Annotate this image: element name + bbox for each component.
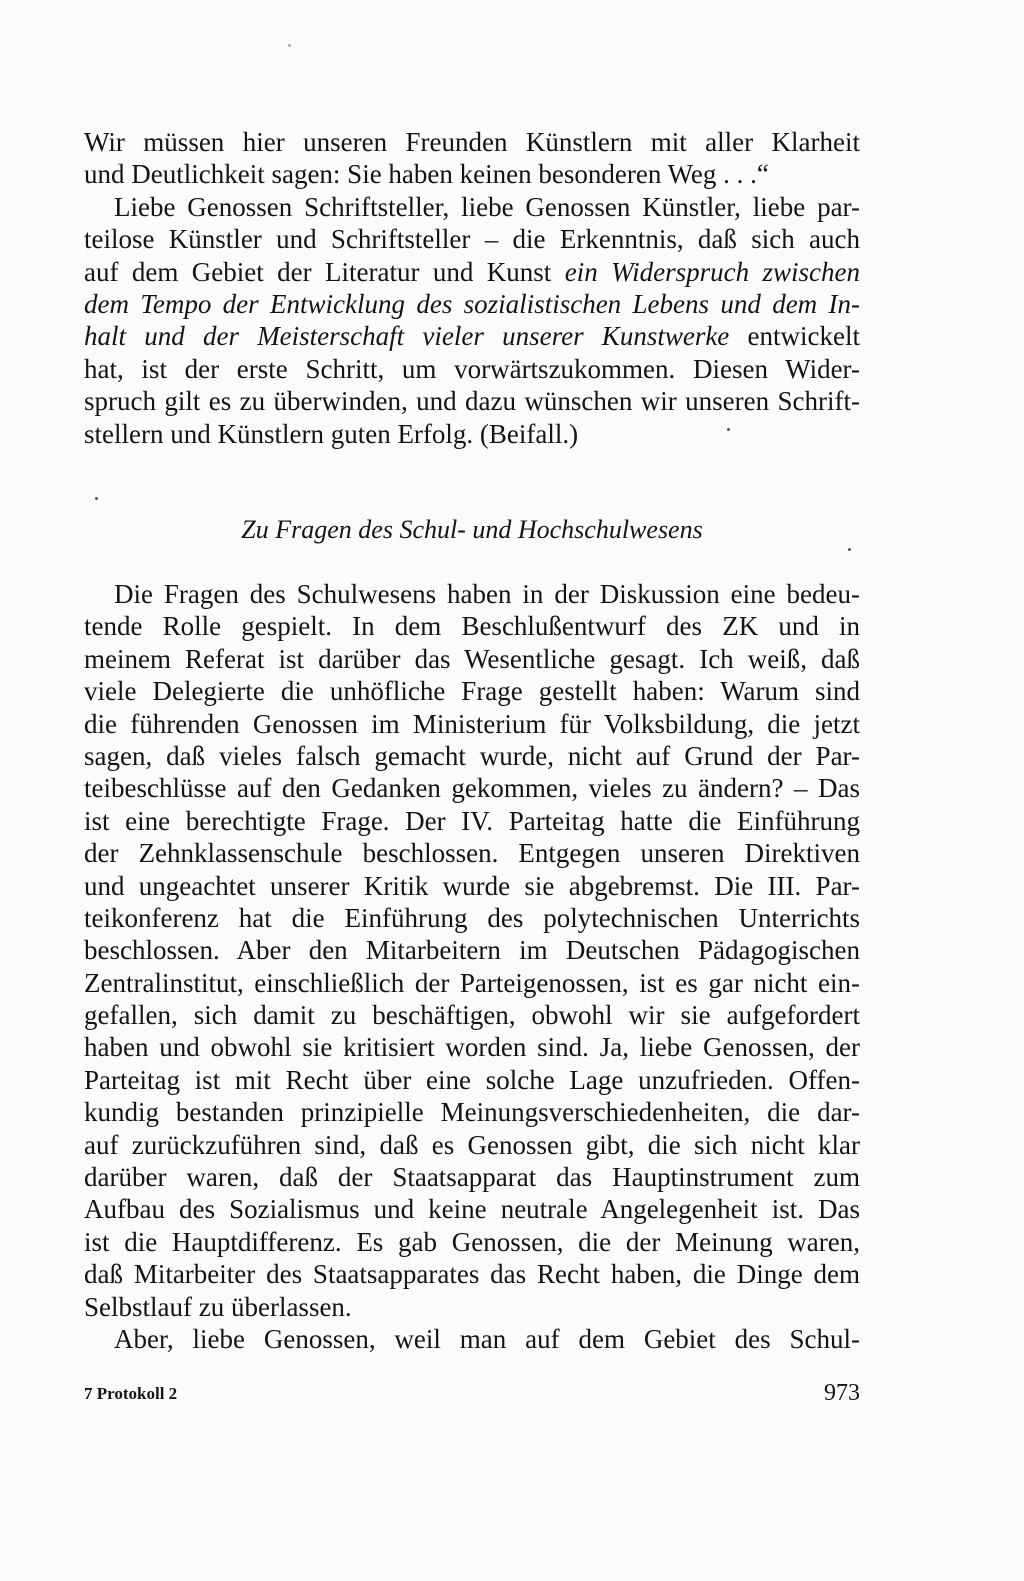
text-line: daß Mitarbeiter des Staatsapparates das Recht haben, die Dinge dem — [84, 1259, 860, 1290]
print-speck — [95, 497, 98, 500]
page-number: 973 — [824, 1380, 860, 1406]
text-line: teilose Künstler und Schriftsteller – die Erkenntnis, daß sich auch — [84, 224, 860, 255]
emphasis-text: halt und der Meisterschaft vieler unserer Kunstwerke — [84, 321, 730, 352]
text-line: Die Fragen des Schulwesens haben in der Diskussion eine bedeu- — [114, 579, 860, 609]
text-line: haben und obwohl sie kritisiert worden sind. Ja, liebe Genossen, der — [84, 1032, 860, 1063]
print-speck — [848, 548, 851, 551]
text-line — [84, 288, 860, 320]
text-line: teikonferenz hat die Einführung des polytechnischen Unterrichts — [84, 902, 860, 933]
text-line: Wir müssen hier unseren Freunden Künstlern mit aller Klarheit — [84, 127, 860, 157]
paragraph-4 — [84, 1323, 860, 1355]
text-line: der Zehnklassenschule beschlossen. Entgegen unseren Direktiven — [84, 838, 860, 869]
text-line: Zentralinstitut, einschließlich der Parteigenossen, ist es gar nicht ein- — [84, 967, 860, 998]
text-line: die führenden Genossen im Ministerium für Volksbildung, die jetzt — [84, 708, 860, 739]
paragraph-2 — [84, 191, 860, 450]
emphasis-text: dem Tempo der Entwicklung des sozialistischen Lebens und dem In- — [84, 288, 860, 319]
text-line: gefallen, sich damit zu beschäftigen, obwohl wir sie aufgefordert — [84, 1000, 860, 1031]
text-line: Parteitag ist mit Recht über eine solche Lage unzufrieden. Offen- — [84, 1064, 860, 1095]
text-line: Liebe Genossen Schriftsteller, liebe Genossen Künstler, liebe par- — [114, 191, 860, 222]
text-line: kundig bestanden prinzipielle Meinungsverschiedenheiten, die dar- — [84, 1097, 860, 1128]
text-line — [84, 256, 860, 288]
paragraph-1 — [84, 126, 860, 191]
footer-signature: 7 Protokoll 2 — [84, 1384, 178, 1403]
text-line: ist eine berechtigte Frage. Der IV. Parteitag hatte die Einführung — [84, 805, 860, 836]
text-run: auf dem Gebiet der Literatur und Kunst — [84, 256, 565, 287]
text-line: beschlossen. Aber den Mitarbeitern im Deutschen Pädagogischen — [84, 935, 860, 966]
text-line: stellern und Künstlern guten Erfolg. (Beifall.) — [84, 418, 579, 449]
text-line: sagen, daß vieles falsch gemacht wurde, nicht auf Grund der Par- — [84, 740, 860, 771]
text-line: auf zurückzuführen sind, daß es Genossen gibt, die sich nicht klar — [84, 1129, 860, 1160]
paragraph-3 — [84, 578, 860, 1323]
text-line — [84, 320, 860, 352]
text-line: und Deutlichkeit sagen: Sie haben keinen besonderen Weg . . .“ — [84, 159, 769, 190]
print-speck — [727, 428, 730, 431]
text-line: spruch gilt es zu überwinden, und dazu wünschen wir unseren Schrift- — [84, 386, 860, 417]
text-line: teibeschlüsse auf den Gedanken gekommen, vieles zu ändern? – Das — [84, 773, 860, 804]
text-line: Aufbau des Sozialismus und keine neutrale Angelegenheit ist. Das — [84, 1194, 860, 1225]
text-line: meinem Referat ist darüber das Wesentliche gesagt. Ich weiß, daß — [84, 643, 860, 674]
text-line: Aber, liebe Genossen, weil man auf dem Gebiet des Schul- — [114, 1324, 860, 1354]
text-run: entwickelt — [729, 321, 860, 352]
section-heading: Zu Fragen des Schul- und Hochschulwesens — [241, 515, 703, 544]
text-line: viele Delegierte die unhöfliche Frage gestellt haben: Warum sind — [84, 676, 860, 707]
print-speck — [288, 44, 291, 47]
text-line: hat, ist der erste Schritt, um vorwärtszukommen. Diesen Wider- — [84, 353, 860, 384]
text-line: ist die Hauptdifferenz. Es gab Genossen, die der Meinung waren, — [84, 1226, 860, 1257]
text-line: tende Rolle gespielt. In dem Beschlußentwurf des ZK und in — [84, 611, 860, 642]
text-line: darüber waren, daß der Staatsapparat das Hauptinstrument zum — [84, 1162, 860, 1193]
text-line: Selbstlauf zu überlassen. — [84, 1291, 352, 1322]
text-line: und ungeachtet unserer Kritik wurde sie abgebremst. Die III. Par- — [84, 870, 860, 901]
emphasis-text: ein Widerspruch zwischen — [564, 256, 860, 287]
